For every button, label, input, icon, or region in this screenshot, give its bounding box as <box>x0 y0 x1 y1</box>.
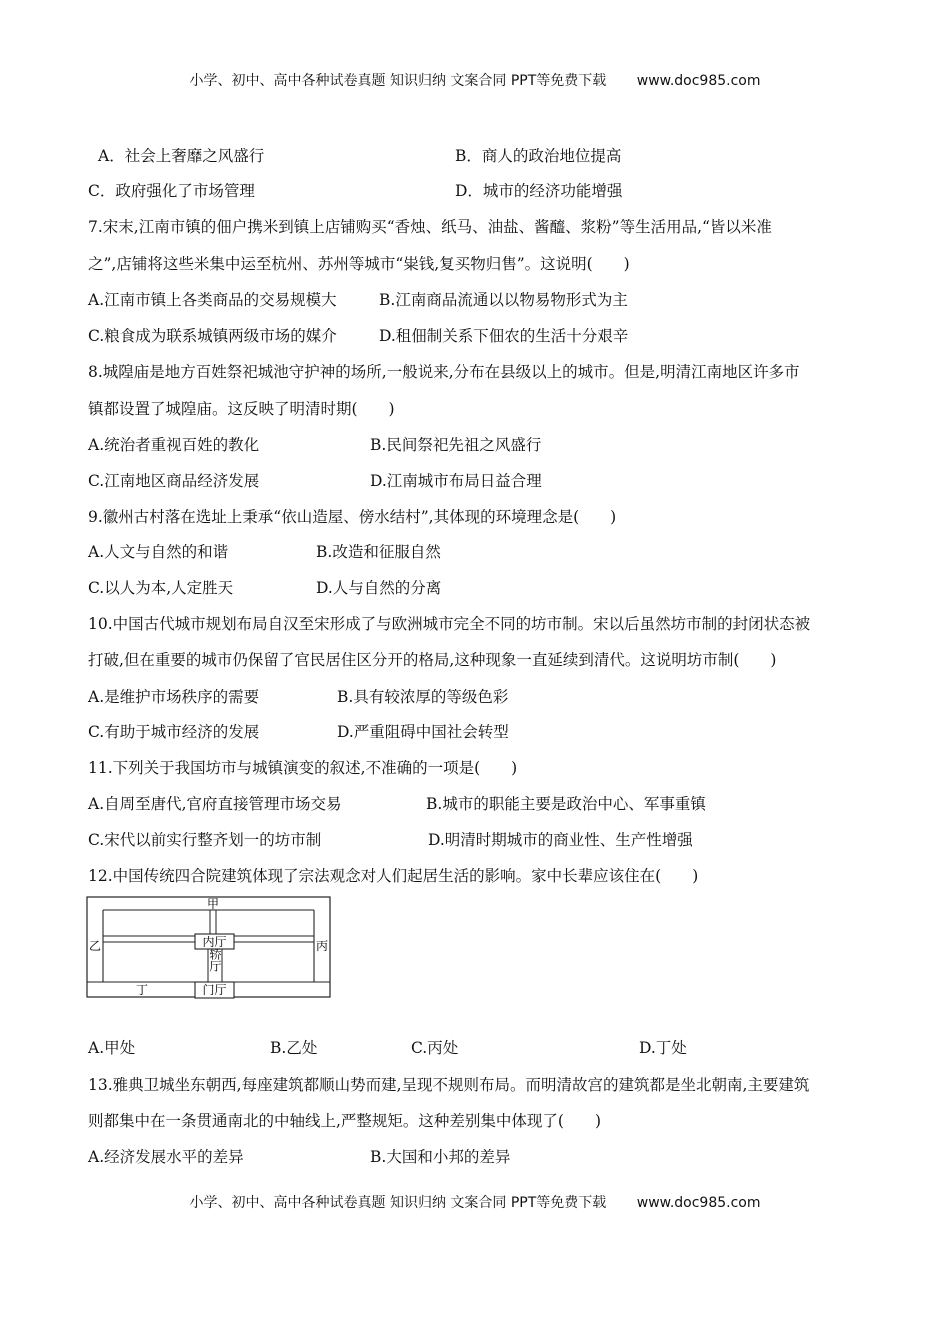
q8-stem-line2: 镇都设置了城隍庙。这反映了明清时期( ) <box>88 400 395 418</box>
q11-stem-line1: 11.下列关于我国坊市与城镇演变的叙述,不准确的一项是( ) <box>88 759 518 777</box>
q13-stem-line1: 13.雅典卫城坐东朝西,每座建筑都顺山势而建,呈现不规则布局。而明清故宫的建筑都是坐北朝南,主要建筑 <box>88 1076 810 1094</box>
page-footer <box>0 1192 950 1212</box>
q8-option-d: D.江南城市布局日益合理 <box>370 472 542 490</box>
q10-stem-line2: 打破,但在重要的城市仍保留了官民居住区分开的格局,这种现象一直延续到清代。这说明坊市制( ) <box>88 651 777 669</box>
q8-stem-line1: 8.城隍庙是地方百姓祭祀城池守护神的场所,一般说来,分布在县级以上的城市。但是,明清江南地区许多市 <box>88 363 800 381</box>
q11-option-b: B.城市的职能主要是政治中心、军事重镇 <box>426 795 706 813</box>
label-bing: 丙 <box>315 939 329 953</box>
label-inner-hall: 内厅 <box>202 935 227 949</box>
page-header <box>0 70 950 90</box>
q10-option-c: C.有助于城市经济的发展 <box>88 723 260 741</box>
footer-text: 小学、初中、高中各种试卷真题 知识归纳 文案合同 PPT等免费下载 <box>189 1195 607 1211</box>
header-text: 小学、初中、高中各种试卷真题 知识归纳 文案合同 PPT等免费下载 <box>189 73 607 89</box>
q12-option-b: B.乙处 <box>270 1039 318 1057</box>
q6-option-b: B．商人的政治地位提高 <box>455 147 622 165</box>
q11-option-c: C.宋代以前实行整齐划一的坊市制 <box>88 831 322 849</box>
q9-option-c: C.以人为本,人定胜天 <box>88 579 234 597</box>
q11-option-d: D.明清时期城市的商业性、生产性增强 <box>428 831 693 849</box>
q6-option-d: D．城市的经济功能增强 <box>455 182 623 200</box>
q8-option-b: B.民间祭祀先祖之风盛行 <box>370 436 542 454</box>
label-jia: 甲 <box>206 897 220 911</box>
q13-stem-line2: 则都集中在一条贯通南北的中轴线上,严整规矩。这种差别集中体现了( ) <box>88 1112 602 1130</box>
q9-option-b: B.改造和征服自然 <box>316 543 441 561</box>
q12-option-d: D.丁处 <box>639 1039 687 1057</box>
q12-option-c: C.丙处 <box>411 1039 459 1057</box>
q10-option-d: D.严重阻碍中国社会转型 <box>337 723 509 741</box>
q12-stem-line1: 12.中国传统四合院建筑体现了宗法观念对人们起居生活的影响。家中长辈应该住在( ) <box>88 867 699 885</box>
q7-option-a: A.江南市镇上各类商品的交易规模大 <box>88 291 337 309</box>
q8-option-a: A.统治者重视百姓的教化 <box>88 436 260 454</box>
q10-option-a: A.是维护市场秩序的需要 <box>88 688 260 706</box>
label-gate-hall: 门厅 <box>202 983 227 997</box>
header-site-link[interactable]: www.doc985.com <box>636 73 761 89</box>
q7-stem-line1: 7.宋末,江南市镇的佃户携米到镇上店铺购买“香烛、纸马、油盐、酱醯、浆粉”等生活用品,“皆以米准 <box>88 218 772 236</box>
label-sedan-hall: 轿厅 <box>208 948 222 972</box>
q6-option-c: C．政府强化了市场管理 <box>88 182 255 200</box>
q9-option-d: D.人与自然的分离 <box>316 579 442 597</box>
q6-option-a: A．社会上奢靡之风盛行 <box>98 147 265 165</box>
q9-option-a: A.人文与自然的和谐 <box>88 543 229 561</box>
q8-option-c: C.江南地区商品经济发展 <box>88 472 260 490</box>
q7-option-b: B.江南商品流通以以物易物形式为主 <box>379 291 628 309</box>
q10-option-b: B.具有较浓厚的等级色彩 <box>337 688 509 706</box>
q9-stem-line1: 9.徽州古村落在选址上秉承“依山造屋、傍水结村”,其体现的环境理念是( ) <box>88 508 617 526</box>
q7-option-d: D.租佃制关系下佃农的生活十分艰辛 <box>379 327 629 345</box>
q7-option-c: C.粮食成为联系城镇两级市场的媒介 <box>88 327 337 345</box>
q10-stem-line1: 10.中国古代城市规划布局自汉至宋形成了与欧洲城市完全不同的坊市制。宋以后虽然坊市制的封闭状态被 <box>88 615 811 633</box>
siheyuan-diagram <box>86 896 332 1000</box>
q13-option-b: B.大国和小邦的差异 <box>370 1148 511 1166</box>
q11-option-a: A.自周至唐代,官府直接管理市场交易 <box>88 795 342 813</box>
footer-site-link[interactable]: www.doc985.com <box>636 1195 761 1211</box>
q7-stem-line2: 之”,店铺将这些米集中运至杭州、苏州等城市“粜钱,复买物归售”。这说明( ) <box>88 255 630 273</box>
label-ding: 丁 <box>135 983 149 997</box>
q12-option-a: A.甲处 <box>88 1039 136 1057</box>
q13-option-a: A.经济发展水平的差异 <box>88 1148 244 1166</box>
label-yi: 乙 <box>88 939 102 953</box>
